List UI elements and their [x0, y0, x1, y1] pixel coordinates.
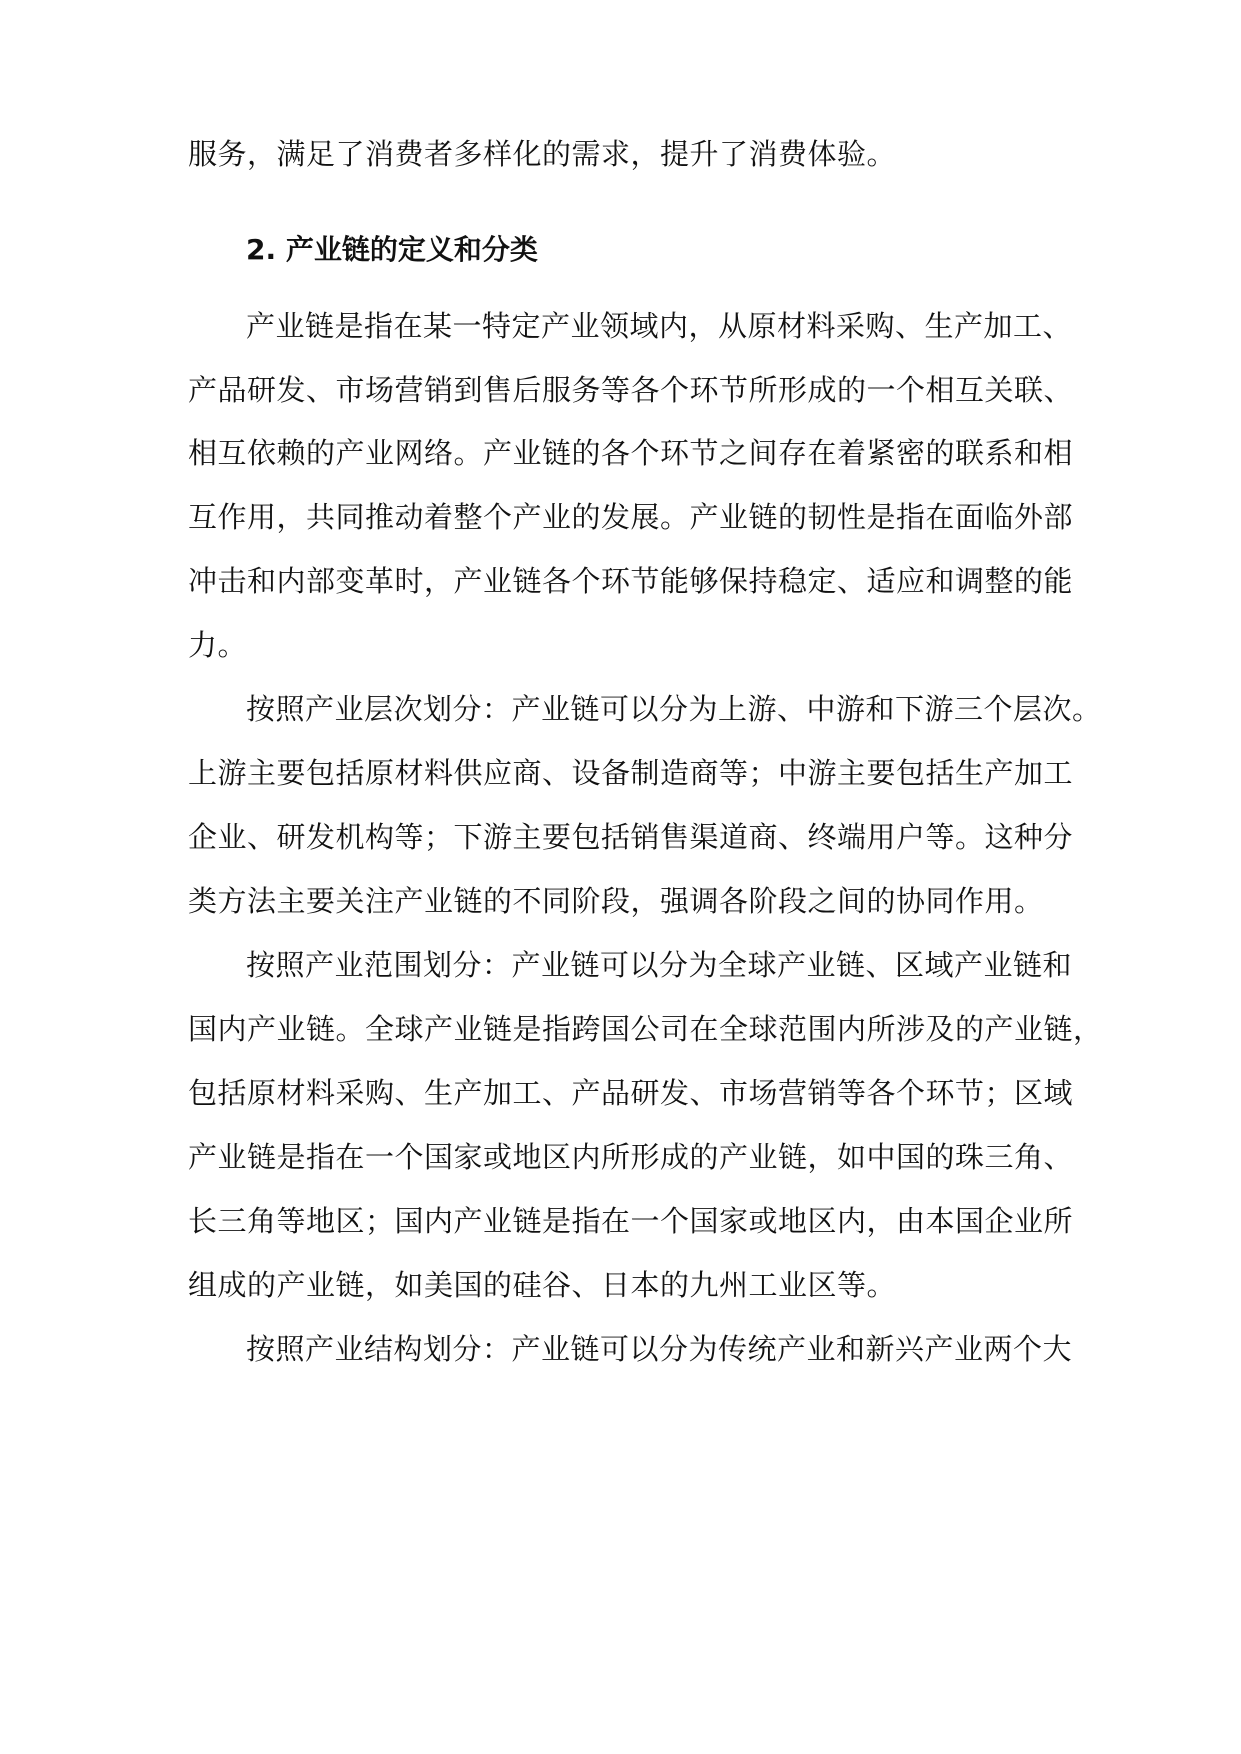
- text-line: 上游主要包括原材料供应商、设备制造商等；中游主要包括生产加工: [188, 756, 1074, 790]
- text-line: 按照产业结构划分：产业链可以分为传统产业和新兴产业两个大: [246, 1332, 1073, 1366]
- text-line: 产品研发、市场营销到售后服务等各个环节所形成的一个相互关联、: [188, 373, 1074, 407]
- text-line: 长三角等地区；国内产业链是指在一个国家或地区内，由本国企业所: [188, 1204, 1074, 1238]
- text-line: 国内产业链。全球产业链是指跨国公司在全球范围内所涉及的产业链，: [188, 1012, 1103, 1046]
- text-line: 力。: [188, 628, 248, 662]
- text-line: 类方法主要关注产业链的不同阶段，强调各阶段之间的协同作用。: [188, 884, 1044, 918]
- text-line: 相互依赖的产业网络。产业链的各个环节之间存在着紧密的联系和相: [188, 436, 1074, 470]
- text-line: 组成的产业链，如美国的硅谷、日本的九州工业区等。: [188, 1268, 897, 1302]
- text-line: 互作用，共同推动着整个产业的发展。产业链的韧性是指在面临外部: [188, 500, 1074, 534]
- text-line: 冲击和内部变革时，产业链各个环节能够保持稳定、适应和调整的能: [188, 564, 1074, 598]
- text-line: 服务，满足了消费者多样化的需求，提升了消费体验。: [188, 137, 897, 171]
- text-line: 产业链是指在某一特定产业领域内，从原材料采购、生产加工、: [246, 309, 1073, 343]
- text-line: 按照产业层次划分：产业链可以分为上游、中游和下游三个层次。: [246, 692, 1102, 726]
- text-line: 按照产业范围划分：产业链可以分为全球产业链、区域产业链和: [246, 948, 1073, 982]
- section-heading: 2. 产业链的定义和分类: [246, 233, 538, 266]
- text-line: 企业、研发机构等；下游主要包括销售渠道商、终端用户等。这种分: [188, 820, 1074, 854]
- text-line: 产业链是指在一个国家或地区内所形成的产业链，如中国的珠三角、: [188, 1140, 1074, 1174]
- text-line: 包括原材料采购、生产加工、产品研发、市场营销等各个环节；区域: [188, 1076, 1074, 1110]
